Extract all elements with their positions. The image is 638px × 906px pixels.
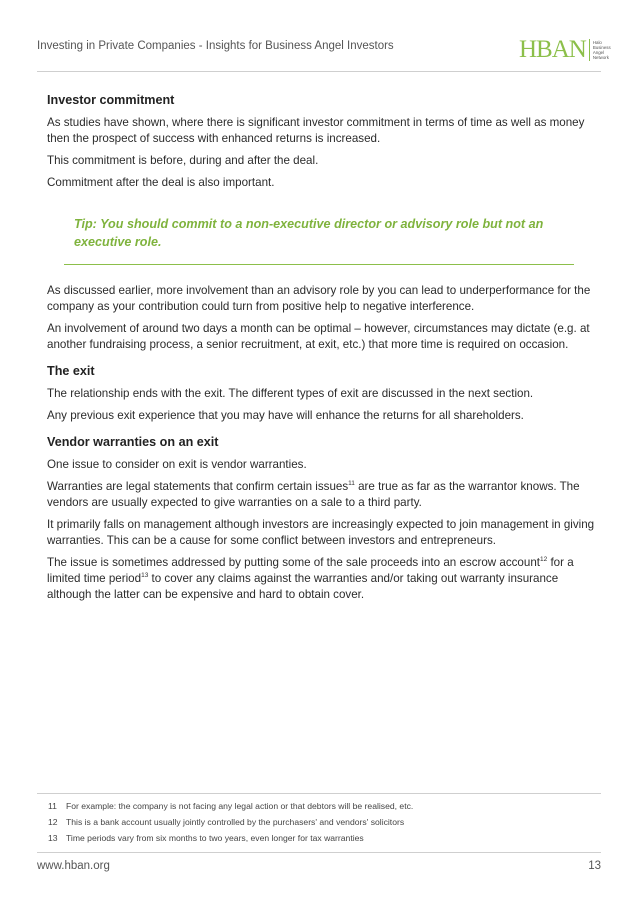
footer-url-link[interactable]: www.hban.org: [37, 860, 110, 872]
footnote-ref-11: 11: [348, 480, 355, 487]
logo-mark: HBAN: [519, 36, 586, 63]
paragraph: The relationship ends with the exit. The different types of exit are discussed in the next section.: [47, 387, 534, 400]
section-heading-investor-commitment: Investor commitment: [47, 93, 175, 107]
footnote-number: 12: [48, 817, 58, 827]
footnote-number: 11: [48, 801, 57, 811]
footnote-divider: [37, 793, 601, 794]
page-number: 13: [588, 860, 601, 872]
footnotes: [48, 798, 413, 846]
header-divider: [37, 71, 601, 72]
footnote-ref-13: 13: [141, 572, 149, 579]
footnote-text: For example: the company is not facing any legal action or that debtors will be realised, etc.: [66, 801, 414, 811]
paragraph: An involvement of around two days a month can be optimal – however, circumstances may dictate (e.g. at another fundraising process, a senior recruitment, at exit, etc.) that more time is required on occasion.: [47, 322, 590, 351]
paragraph: Warranties are legal statements that confirm certain issues$^{11}$ are true as far as the warrantor knows. The vendors are usually expected to give warranties on a sale to a third party.: [47, 480, 580, 509]
footnote-text: This is a bank account usually jointly controlled by the purchasers' and vendors' solicitors: [66, 817, 405, 827]
paragraph: As discussed earlier, more involvement than an advisory role by you can lead to underperformance for the company as your contribution could turn from positive help to negative interference.: [47, 284, 591, 313]
paragraph: As studies have shown, where there is significant investor commitment in terms of time as well as money then the prospect of success with enhanced returns is increased.: [47, 116, 585, 145]
logo-divider: [589, 39, 590, 61]
logo-tagline: Halo Business Angel Network: [592, 40, 611, 60]
footnote: [48, 814, 413, 830]
paragraph: This commitment is before, during and after the deal.: [47, 154, 319, 167]
document-title: Investing in Private Companies - Insights for Business Angel Investors: [37, 40, 394, 52]
footer-divider: [37, 852, 601, 853]
footnote-ref-12: 12: [540, 556, 548, 563]
footnote-number: 13: [48, 833, 58, 843]
section-heading-vendor-warranties: Vendor warranties on an exit: [47, 435, 219, 449]
paragraph: Any previous exit experience that you may have will enhance the returns for all shareholders.: [47, 409, 524, 422]
paragraph: It primarily falls on management although investors are increasingly expected to join management in giving warranties. This can be a cause for some conflict between investors and entrepreneurs.: [47, 518, 595, 547]
tip-callout: [64, 215, 574, 265]
tip-text: Tip: You should commit to a non-executive director or advisory role but not an executive role.: [74, 217, 544, 249]
hban-logo: [519, 37, 611, 63]
paragraph: One issue to consider on exit is vendor warranties.: [47, 458, 307, 471]
footnote-text: Time periods vary from six months to two years, even longer for tax warranties: [66, 833, 364, 843]
main-content: [37, 92, 601, 609]
footnote: [48, 798, 413, 814]
footnote: [48, 830, 413, 846]
section-heading-the-exit: The exit: [47, 364, 95, 378]
paragraph: The issue is sometimes addressed by putting some of the sale proceeds into an escrow account$^{12}$ for a limited time period$^{13}$ to cover any claims against the warranties and/or taking out warranty insurance although the latter can be expensive and hard to obtain cover.: [47, 556, 574, 601]
paragraph: Commitment after the deal is also important.: [47, 176, 275, 189]
